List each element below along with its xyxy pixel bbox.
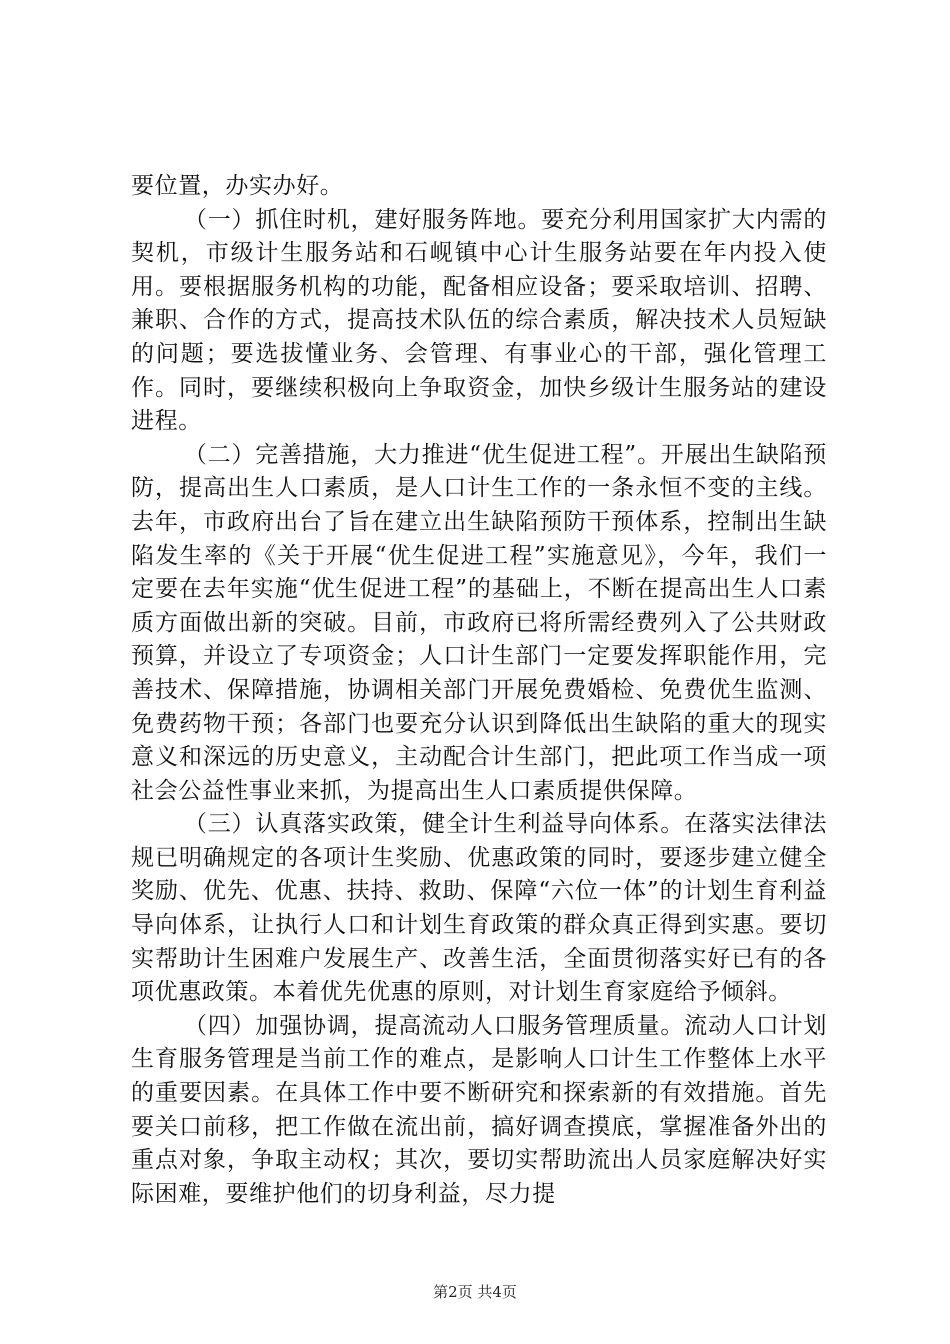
page-footer: 第2页 共4页	[433, 1283, 517, 1301]
body-text	[131, 170, 827, 1211]
paragraph-eugenics-project: （二）完善措施，大力推进“优生促进工程”。开展出生缺陷预防，提高出生人口素质，是人口计生工作的一条永恒不变的主线。去年，市政府出台了旨在建立出生缺陷预防干预体系，控制出生缺陷发生率的《关于开展“优生促进工程”实施意见》，今年，我们一定要在去年实施“优生促进工程”的基础上，不断在提高出生人口素质方面做出新的突破。目前，市政府已将所需经费列入了公共财政预算，并设立了专项资金；人口计生部门一定要发挥职能作用，完善技术、保障措施，协调相关部门开展免费婚检、免费优生监测、免费药物干预；各部门也要充分认识到降低出生缺陷的重大的现实意义和深远的历史意义，主动配合计生部门，把此项工作当成一项社会公益性事业来抓，为提高出生人口素质提供保障。	[131, 441, 827, 804]
paragraph-floating-population: （四）加强协调，提高流动人口服务管理质量。流动人口计划生育服务管理是当前工作的难点，是影响人口计生工作整体上水平的重要因素。在具体工作中要不断研究和探索新的有效措施。首先要关口前移，把工作做在流出前，搞好调查摸底，掌握准备外出的重点对象，争取主动权；其次，要切实帮助流出人员家庭解决好实际困难，要维护他们的切身利益，尽力提	[131, 1012, 827, 1207]
paragraph-incentive-policy: （三）认真落实政策，健全计生利益导向体系。在落实法律法规已明确规定的各项计生奖励、优惠政策的同时，要逐步建立健全奖励、优先、优惠、扶持、救助、保障“六位一体”的计划生育利益导向体系，让执行人口和计划生育政策的群众真正得到实惠。要切实帮助计生困难户发展生产、改善生活，全面贯彻落实好已有的各项优惠政策。本着优先优惠的原则，对计划生育家庭给予倾斜。	[131, 811, 827, 1006]
paragraph-service-station: （一）抓住时机，建好服务阵地。要充分利用国家扩大内需的契机，市级计生服务站和石岘镇中心计生服务站要在年内投入使用。要根据服务机构的功能，配备相应设备；要采取培训、招聘、兼职、合作的方式，提高技术队伍的综合素质，解决技术人员短缺的问题；要选拔懂业务、会管理、有事业心的干部，强化管理工作。同时，要继续积极向上争取资金，加快乡级计生服务站的建设进程。	[131, 206, 827, 435]
paragraph-continuation: 要位置，办实办好。	[131, 173, 344, 199]
